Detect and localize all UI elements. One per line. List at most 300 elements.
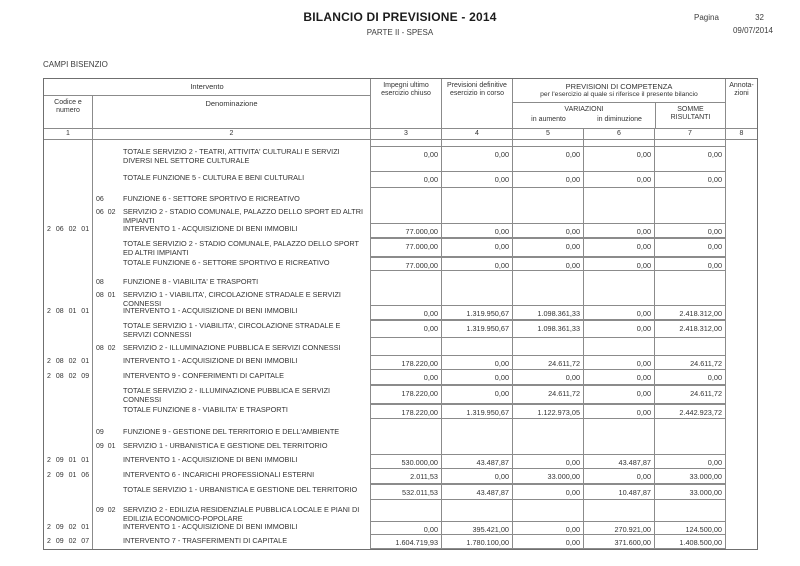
row-denomination: INTERVENTO 9 - CONFERIMENTI DI CAPITALE xyxy=(123,371,284,380)
column-number: 7 xyxy=(655,129,726,139)
header-previsioni: Previsioni definitive esercizio in corso xyxy=(442,79,513,128)
row-denomination-cell xyxy=(93,320,371,338)
row-code xyxy=(44,484,93,500)
row-values xyxy=(371,504,726,521)
row-value: 0,00 xyxy=(371,321,442,337)
table-row xyxy=(44,257,757,271)
row-value xyxy=(442,289,513,305)
row-value: 0,00 xyxy=(442,172,513,187)
entity-name: CAMPI BISENZIO xyxy=(43,60,108,69)
row-subcode: 06 02 xyxy=(96,209,116,216)
row-values xyxy=(371,419,726,426)
row-value xyxy=(655,504,726,521)
row-value xyxy=(584,342,655,355)
table-header xyxy=(44,79,757,128)
row-code xyxy=(44,320,93,338)
row-denomination: TOTALE SERVIZIO 2 - STADIO COMUNALE, PALAZZO DELLO SPORT ED ALTRI IMPIANTI xyxy=(123,239,359,257)
row-value: 0,00 xyxy=(371,147,442,171)
row-code xyxy=(44,193,93,206)
row-denomination-cell xyxy=(93,469,371,484)
row-value: 0,00 xyxy=(513,455,584,468)
row-values xyxy=(371,484,726,500)
table-row xyxy=(44,355,757,370)
row-value: 24.611,72 xyxy=(513,386,584,403)
row-denomination: TOTALE FUNZIONE 6 - SETTORE SPORTIVO E RICREATIVO xyxy=(123,258,330,267)
row-denomination: TOTALE FUNZIONE 5 - CULTURA E BENI CULTURALI xyxy=(123,173,305,182)
row-annotation xyxy=(726,206,757,223)
row-value xyxy=(513,193,584,206)
row-value: 0,00 xyxy=(513,522,584,534)
row-annotation xyxy=(726,484,757,500)
row-denomination-cell xyxy=(93,419,371,426)
row-denomination-cell xyxy=(93,521,371,535)
row-values xyxy=(371,426,726,440)
row-value xyxy=(513,440,584,454)
column-number: 6 xyxy=(584,129,655,139)
row-denomination: FUNZIONE 8 - VIABILITA' E TRASPORTI xyxy=(123,277,259,286)
row-value: 178.220,00 xyxy=(371,356,442,369)
row-value xyxy=(371,289,442,305)
header-codice-numero: Codice e numero xyxy=(44,96,93,128)
table-row xyxy=(44,469,757,484)
row-code xyxy=(44,440,93,454)
table-row xyxy=(44,370,757,385)
row-value xyxy=(442,440,513,454)
row-annotation xyxy=(726,193,757,206)
column-number: 3 xyxy=(371,129,442,139)
row-value: 0,00 xyxy=(584,172,655,187)
row-annotation xyxy=(726,320,757,338)
row-code: 2 09 02 07 xyxy=(44,535,93,549)
row-values xyxy=(371,305,726,320)
row-value xyxy=(442,342,513,355)
row-value xyxy=(513,504,584,521)
row-value xyxy=(584,193,655,206)
row-subcode: 09 xyxy=(96,429,104,436)
row-value: 0,00 xyxy=(655,455,726,468)
row-value: 0,00 xyxy=(513,535,584,548)
row-value: 0,00 xyxy=(513,258,584,270)
row-value: 0,00 xyxy=(442,224,513,237)
row-value: 0,00 xyxy=(584,386,655,403)
row-code xyxy=(44,419,93,426)
row-value xyxy=(655,206,726,223)
spacer-row xyxy=(44,419,757,426)
row-value: 0,00 xyxy=(584,356,655,369)
row-subcode xyxy=(96,406,123,419)
row-value: 0,00 xyxy=(655,172,726,187)
table-row xyxy=(44,404,757,419)
row-values xyxy=(371,440,726,454)
row-denomination: SERVIZIO 1 - URBANISTICA E GESTIONE DEL TERRITORIO xyxy=(123,441,328,450)
row-value: 1.780.100,00 xyxy=(442,535,513,548)
row-subcode: 09 01 xyxy=(96,443,116,450)
row-value xyxy=(442,426,513,440)
row-value xyxy=(584,504,655,521)
row-value: 33.000,00 xyxy=(513,469,584,483)
row-code: 2 09 01 06 xyxy=(44,469,93,484)
row-denomination: TOTALE SERVIZIO 2 - TEATRI, ATTIVITA' CULTURALI E SERVIZI DIVERSI NEL SETTORE CULTURALE xyxy=(123,147,340,165)
section-row xyxy=(44,289,757,308)
section-row xyxy=(44,276,757,289)
row-denomination-cell xyxy=(93,355,371,370)
row-annotation xyxy=(726,276,757,289)
row-value: 0,00 xyxy=(513,224,584,237)
row-value xyxy=(371,419,442,426)
row-value xyxy=(655,342,726,355)
row-subcode xyxy=(96,307,123,320)
document-date: 09/07/2014 xyxy=(732,26,773,35)
row-code xyxy=(44,238,93,257)
row-value: 2.011,53 xyxy=(371,469,442,483)
row-subcode xyxy=(96,486,123,500)
row-value: 0,00 xyxy=(442,147,513,171)
row-value: 395.421,00 xyxy=(442,522,513,534)
table-row xyxy=(44,320,757,338)
row-values xyxy=(371,404,726,419)
row-subcode xyxy=(96,372,123,385)
table-row xyxy=(44,454,757,469)
row-value: 0,00 xyxy=(584,370,655,384)
row-annotation xyxy=(726,355,757,370)
row-annotation xyxy=(726,469,757,484)
header-denominazione: Denominazione xyxy=(205,99,258,108)
row-value: 0,00 xyxy=(442,370,513,384)
row-annotation xyxy=(726,223,757,238)
row-value xyxy=(513,206,584,223)
row-value xyxy=(584,206,655,223)
table-row xyxy=(44,238,757,257)
row-value xyxy=(513,419,584,426)
row-value: 43.487,87 xyxy=(442,485,513,499)
page-subtitle: PARTE II - SPESA xyxy=(366,28,434,37)
row-values xyxy=(371,238,726,257)
row-annotation xyxy=(726,238,757,257)
row-denomination: SERVIZIO 2 - EDILIZIA RESIDENZIALE PUBBLICA LOCALE E PIANI DI EDILIZIA ECONOMICO-POPOLARE xyxy=(123,505,360,523)
column-number: 5 xyxy=(513,129,584,139)
table-body xyxy=(44,140,757,549)
row-value: 0,00 xyxy=(371,306,442,319)
row-denomination-cell xyxy=(93,385,371,404)
row-code: 2 06 02 01 xyxy=(44,223,93,238)
row-value: 124.500,00 xyxy=(655,522,726,534)
row-subcode xyxy=(96,322,123,338)
row-denomination: INTERVENTO 1 - ACQUISIZIONE DI BENI IMMOBILI xyxy=(123,522,298,531)
row-code xyxy=(44,257,93,271)
row-annotation xyxy=(726,440,757,454)
row-value: 0,00 xyxy=(371,172,442,187)
row-denomination: SERVIZIO 2 - ILLUMINAZIONE PUBBLICA E SERVIZI CONNESSI xyxy=(123,343,341,352)
row-value: 0,00 xyxy=(655,258,726,270)
row-value: 1.319.950,67 xyxy=(442,321,513,337)
table-row xyxy=(44,223,757,238)
row-subcode xyxy=(96,225,123,238)
row-denomination: INTERVENTO 1 - ACQUISIZIONE DI BENI IMMOBILI xyxy=(123,455,298,464)
row-code xyxy=(44,172,93,188)
row-annotation xyxy=(726,535,757,549)
row-value: 0,00 xyxy=(442,356,513,369)
row-denomination-cell xyxy=(93,238,371,257)
row-denomination: FUNZIONE 9 - GESTIONE DEL TERRITORIO E DELL'AMBIENTE xyxy=(123,427,340,436)
column-number: 2 xyxy=(93,129,371,139)
row-value xyxy=(584,289,655,305)
row-value: 24.611,72 xyxy=(655,356,726,369)
row-value: 0,00 xyxy=(584,239,655,256)
column-number: 1 xyxy=(44,129,93,139)
col-intervento xyxy=(44,79,371,128)
header-competenza-line2: per l'esercizio al quale si riferisce il presente bilancio xyxy=(540,91,698,98)
row-value: 0,00 xyxy=(584,258,655,270)
row-value xyxy=(371,440,442,454)
row-value: 0,00 xyxy=(442,386,513,403)
header-annotazioni: Annota-zioni xyxy=(729,82,754,97)
row-denomination-cell xyxy=(93,289,371,308)
row-value: 178.220,00 xyxy=(371,386,442,403)
row-denomination: TOTALE SERVIZIO 1 - VIABILITA', CIRCOLAZIONE STRADALE E SERVIZI CONNESSI xyxy=(123,321,341,339)
row-value: 371.600,00 xyxy=(584,535,655,548)
row-value: 1.122.973,05 xyxy=(513,405,584,418)
row-annotation xyxy=(726,370,757,385)
page-label: Pagina xyxy=(694,13,719,22)
row-values xyxy=(371,535,726,549)
row-code xyxy=(44,146,93,172)
row-denomination: TOTALE SERVIZIO 1 - URBANISTICA E GESTIONE DEL TERRITORIO xyxy=(123,485,358,494)
row-denomination-cell xyxy=(93,206,371,223)
row-code: 2 08 01 01 xyxy=(44,305,93,320)
row-value xyxy=(442,276,513,289)
row-denomination-cell xyxy=(93,404,371,419)
row-annotation xyxy=(726,257,757,271)
row-denomination-cell xyxy=(93,276,371,289)
row-denomination-cell xyxy=(93,193,371,206)
row-code xyxy=(44,426,93,440)
row-code: 2 09 01 01 xyxy=(44,454,93,469)
row-annotation xyxy=(726,385,757,404)
row-subcode xyxy=(96,387,123,404)
row-denomination-cell xyxy=(93,342,371,355)
row-value xyxy=(655,419,726,426)
row-values xyxy=(371,223,726,238)
row-value xyxy=(513,276,584,289)
column-number: 8 xyxy=(739,130,744,137)
row-value: 10.487,87 xyxy=(584,485,655,499)
row-denomination-cell xyxy=(93,454,371,469)
row-values xyxy=(371,385,726,404)
column-number: 4 xyxy=(442,129,513,139)
row-subcode: 08 xyxy=(96,279,104,286)
row-subcode xyxy=(96,471,123,484)
table-row xyxy=(44,172,757,188)
row-value xyxy=(513,289,584,305)
row-value xyxy=(371,504,442,521)
table-row xyxy=(44,535,757,549)
table-row xyxy=(44,305,757,320)
row-values xyxy=(371,342,726,355)
row-value: 77.000,00 xyxy=(371,224,442,237)
row-annotation xyxy=(726,289,757,305)
row-value: 2.418.312,00 xyxy=(655,306,726,319)
row-annotation xyxy=(726,146,757,172)
row-value xyxy=(584,276,655,289)
row-value: 0,00 xyxy=(442,258,513,270)
row-denomination: INTERVENTO 6 - INCARICHI PROFESSIONALI ESTERNI xyxy=(123,470,315,479)
header-variazioni-title: VARIAZIONI xyxy=(564,106,604,113)
row-value xyxy=(442,193,513,206)
row-values xyxy=(371,172,726,188)
header-intervento: Intervento xyxy=(44,79,370,96)
table-row xyxy=(44,146,757,172)
row-value: 24.611,72 xyxy=(655,386,726,403)
row-value: 77.000,00 xyxy=(371,258,442,270)
row-value: 0,00 xyxy=(655,224,726,237)
row-value: 1.319.950,67 xyxy=(442,306,513,319)
row-value: 0,00 xyxy=(584,321,655,337)
section-row xyxy=(44,440,757,454)
row-subcode: 09 02 xyxy=(96,507,116,514)
row-code xyxy=(44,206,93,223)
page-title: BILANCIO DI PREVISIONE - 2014 xyxy=(303,10,497,24)
row-value xyxy=(442,504,513,521)
row-denomination: INTERVENTO 7 - TRASFERIMENTI DI CAPITALE xyxy=(123,536,288,545)
row-denomination-cell xyxy=(93,223,371,238)
row-value: 1.319.950,67 xyxy=(442,405,513,418)
row-value: 0,00 xyxy=(442,469,513,483)
row-value: 1.098.361,33 xyxy=(513,321,584,337)
row-value: 43.487,87 xyxy=(584,455,655,468)
row-values xyxy=(371,206,726,223)
row-value: 530.000,00 xyxy=(371,455,442,468)
page-number: 32 xyxy=(755,13,764,22)
row-values xyxy=(371,521,726,535)
row-values xyxy=(371,146,726,172)
row-code: 2 08 02 01 xyxy=(44,355,93,370)
row-value xyxy=(371,426,442,440)
row-values xyxy=(371,454,726,469)
row-values xyxy=(371,370,726,385)
row-annotation xyxy=(726,305,757,320)
row-value: 0,00 xyxy=(513,485,584,499)
row-value: 2.442.923,72 xyxy=(655,405,726,418)
row-value: 0,00 xyxy=(513,239,584,256)
row-values xyxy=(371,276,726,289)
row-subcode xyxy=(96,174,123,188)
row-denomination-cell xyxy=(93,504,371,521)
table-row xyxy=(44,385,757,404)
row-annotation xyxy=(726,172,757,188)
row-code: 2 09 02 01 xyxy=(44,521,93,535)
row-values xyxy=(371,289,726,305)
row-denomination-cell xyxy=(93,535,371,549)
row-value: 0,00 xyxy=(442,239,513,256)
section-row xyxy=(44,342,757,355)
row-subcode: 08 01 xyxy=(96,292,116,299)
row-code xyxy=(44,276,93,289)
row-value xyxy=(513,342,584,355)
row-value xyxy=(584,440,655,454)
row-denomination: INTERVENTO 1 - ACQUISIZIONE DI BENI IMMOBILI xyxy=(123,306,298,315)
row-code xyxy=(44,504,93,521)
row-annotation xyxy=(726,342,757,355)
row-denomination-cell xyxy=(93,426,371,440)
section-row xyxy=(44,193,757,206)
row-value: 0,00 xyxy=(584,224,655,237)
header-in-diminuzione: in diminuzione xyxy=(597,115,642,123)
row-denomination-cell xyxy=(93,484,371,500)
row-value xyxy=(655,289,726,305)
row-subcode xyxy=(96,259,123,271)
row-annotation xyxy=(726,454,757,469)
row-value: 1.408.500,00 xyxy=(655,535,726,548)
row-subcode xyxy=(96,240,123,257)
row-code xyxy=(44,404,93,419)
section-row xyxy=(44,504,757,521)
row-value xyxy=(442,206,513,223)
header-in-aumento: in aumento xyxy=(531,115,566,123)
row-value xyxy=(371,193,442,206)
row-value xyxy=(513,426,584,440)
row-annotation xyxy=(726,504,757,521)
row-value: 0,00 xyxy=(584,147,655,171)
row-denomination: INTERVENTO 1 - ACQUISIZIONE DI BENI IMMOBILI xyxy=(123,356,298,365)
row-subcode xyxy=(96,148,123,172)
row-value: 1.098.361,33 xyxy=(513,306,584,319)
row-annotation xyxy=(726,426,757,440)
row-values xyxy=(371,320,726,338)
row-code: 2 08 02 09 xyxy=(44,370,93,385)
header-competenza-line1: PREVISIONI DI COMPETENZA xyxy=(565,82,673,91)
row-denomination-cell xyxy=(93,305,371,320)
header-impegni: Impegni ultimo esercizio chiuso xyxy=(371,79,442,128)
row-denomination: TOTALE SERVIZIO 2 - ILLUMINAZIONE PUBBLICA E SERVIZI CONNESSI xyxy=(123,386,331,404)
row-value: 0,00 xyxy=(371,370,442,384)
row-value xyxy=(442,419,513,426)
row-value: 0,00 xyxy=(513,147,584,171)
row-value xyxy=(655,440,726,454)
row-value: 0,00 xyxy=(584,469,655,483)
row-value xyxy=(371,342,442,355)
row-denomination: SERVIZIO 2 - STADIO COMUNALE, PALAZZO DELLO SPORT ED ALTRI IMPIANTI xyxy=(123,207,364,225)
row-value: 33.000,00 xyxy=(655,485,726,499)
column-number-band xyxy=(44,128,757,140)
row-value xyxy=(655,426,726,440)
row-code xyxy=(44,342,93,355)
row-value: 24.611,72 xyxy=(513,356,584,369)
row-denomination-cell xyxy=(93,440,371,454)
row-value: 0,00 xyxy=(655,370,726,384)
section-row xyxy=(44,206,757,223)
row-code xyxy=(44,289,93,305)
row-code xyxy=(44,385,93,404)
row-denomination-cell xyxy=(93,172,371,188)
row-value: 43.487,87 xyxy=(442,455,513,468)
row-denomination-cell xyxy=(93,146,371,172)
row-value: 77.000,00 xyxy=(371,239,442,256)
row-value: 270.921,00 xyxy=(584,522,655,534)
col-previsioni-competenza xyxy=(513,79,726,128)
row-subcode xyxy=(96,456,123,469)
section-row xyxy=(44,426,757,440)
row-denomination: TOTALE FUNZIONE 8 - VIABILITA' E TRASPORTI xyxy=(123,405,288,414)
row-value: 0,00 xyxy=(655,239,726,256)
row-annotation xyxy=(726,521,757,535)
row-denomination-cell xyxy=(93,370,371,385)
row-value: 0,00 xyxy=(371,522,442,534)
row-annotation xyxy=(726,404,757,419)
row-value xyxy=(655,276,726,289)
row-value xyxy=(371,276,442,289)
row-denomination: FUNZIONE 6 - SETTORE SPORTIVO E RICREATIVO xyxy=(123,194,300,203)
row-subcode: 08 02 xyxy=(96,345,116,352)
